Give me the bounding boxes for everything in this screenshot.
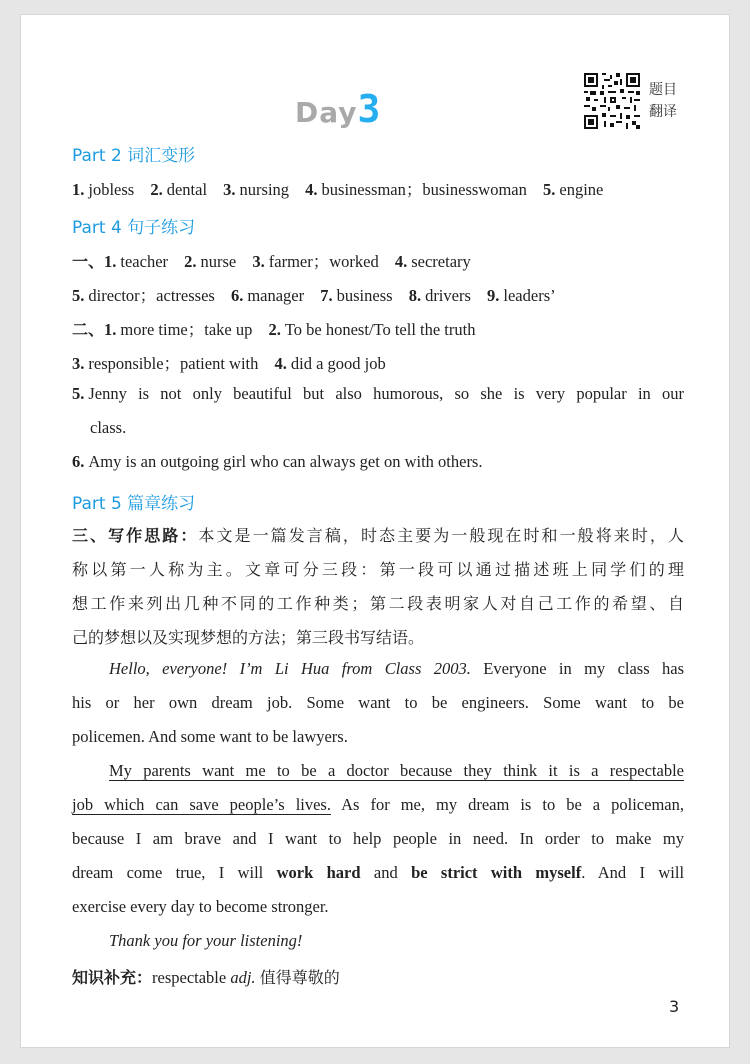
- section-label: 二、: [72, 320, 105, 339]
- qr-label-line-1: 题目: [649, 82, 677, 98]
- answer-item: 5. engine: [543, 180, 604, 199]
- essay-p2-line-4: dream come true, I will work hard and be strict with myself. And I will: [72, 863, 685, 882]
- answer-item: 5. director；actresses: [72, 286, 215, 305]
- qr-label-line-2: 翻译: [649, 104, 677, 120]
- part4-row-2: [72, 282, 684, 306]
- knowledge-supplement: 知识补充：respectable adj. 值得尊敬的: [72, 968, 340, 987]
- answer-item: 3. responsible；patient with: [72, 354, 259, 373]
- day-word: Day: [295, 96, 358, 129]
- underlined-sentence: job which can save people’s lives.: [72, 795, 331, 814]
- part4-row-4: [72, 350, 684, 374]
- day-title: [295, 87, 381, 131]
- answer-item: 3. nursing: [223, 180, 290, 199]
- part4-heading: Part 4 句子练习: [72, 218, 196, 238]
- writing-idea-line-4: 己的梦想以及实现梦想的方法；第三段书写结语。: [72, 628, 425, 647]
- supplement-label: 知识补充：: [72, 968, 153, 987]
- part2-heading: Part 2 词汇变形: [72, 146, 196, 166]
- essay-p1-line-1: Hello, everyone! I’m Li Hua from Class 2003. Everyone in my class has: [109, 659, 685, 678]
- answer-item: 2. nurse: [184, 252, 237, 271]
- writing-idea-line-3: 想工作来列出几种不同的工作种类；第二段表明家人对自己工作的希望、自: [72, 594, 684, 613]
- answer-item: 1. more time；take up: [104, 320, 253, 339]
- answer-item: 1. teacher: [104, 252, 169, 271]
- qr-label: [649, 79, 677, 123]
- essay-p1-line-2: his or her own dream job. Some want to be engineers. Some want to be: [72, 693, 684, 712]
- answer-item: 1. jobless: [72, 180, 135, 199]
- answer-item: 6. manager: [230, 286, 305, 305]
- bold-phrase: work hard: [276, 863, 361, 882]
- answer-item: 3. farmer；worked: [252, 252, 379, 271]
- part4-sentence-6: 6. Amy is an outgoing girl who can always get on with others.: [72, 452, 483, 471]
- writing-idea-label: 三、写作思路：: [72, 526, 199, 545]
- answer-item: 4. did a good job: [274, 354, 386, 373]
- writing-idea-line-1: 三、写作思路：本文是一篇发言稿，时态主要为一般现在时和一般将来时，人: [72, 526, 684, 545]
- qr-code-icon: [584, 73, 640, 129]
- essay-p2-line-5: exercise every day to become stronger.: [72, 897, 329, 916]
- answer-item: 9. leaders’: [487, 286, 556, 305]
- part4-sentence-5: 5. Jenny is not only beautiful but also humorous, so she is very popular in our: [72, 384, 684, 403]
- answer-item: 2. dental: [150, 180, 208, 199]
- answer-item: 4. businessman；businesswoman: [305, 180, 527, 199]
- part5-heading: Part 5 篇章练习: [72, 494, 196, 514]
- essay-p2-line-2: job which can save people’s lives. As for me, my dream is to be a policeman,: [72, 795, 684, 814]
- part4-sentence-5-cont: class.: [90, 418, 127, 437]
- section-label: 一、: [72, 252, 105, 271]
- page-number: 3: [669, 997, 680, 1016]
- essay-closing: Thank you for your listening!: [109, 931, 303, 950]
- part4-row-3: [72, 316, 684, 340]
- greeting: Hello, everyone! I’m Li Hua from Class 2003.: [109, 659, 471, 678]
- part4-row-1: [72, 248, 684, 272]
- document-page: [20, 14, 730, 1048]
- answer-item: 4. secretary: [394, 252, 471, 271]
- day-number: 3: [357, 87, 381, 131]
- answer-item: 8. drivers: [408, 286, 471, 305]
- part2-answers: [72, 176, 684, 200]
- answer-item: 2. To be honest/To tell the truth: [268, 320, 476, 339]
- essay-p1-line-3: policemen. And some want to be lawyers.: [72, 727, 348, 746]
- writing-idea-line-2: 称以第一人称为主。文章可分三段：第一段可以通过描述班上同学们的理: [72, 560, 684, 579]
- essay-p2-line-1: My parents want me to be a doctor because they think it is a respectable: [109, 761, 684, 780]
- answer-item: 7. business: [320, 286, 393, 305]
- bold-phrase: be strict with myself: [411, 863, 582, 882]
- essay-p2-line-3: because I am brave and I want to help people in need. In order to make my: [72, 829, 684, 848]
